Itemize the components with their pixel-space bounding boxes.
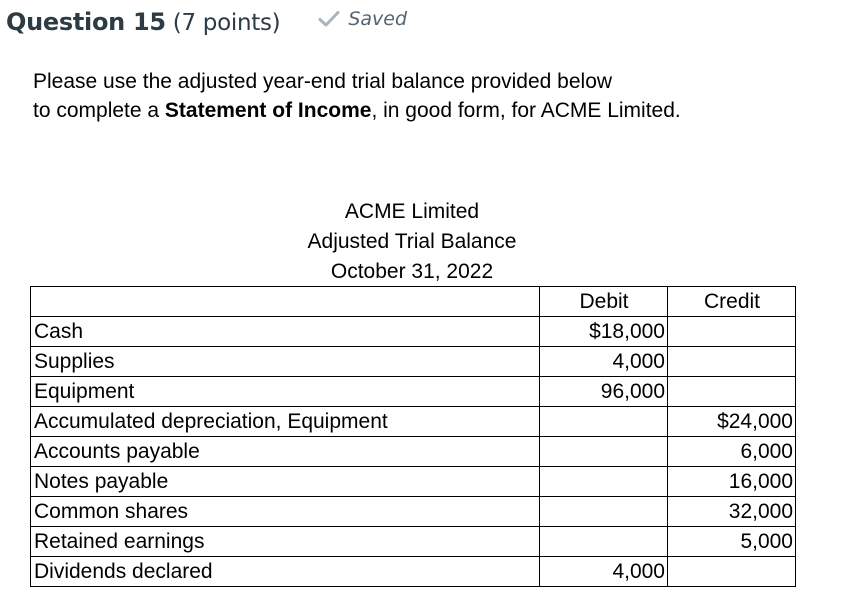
credit-amount: 6,000 bbox=[668, 437, 796, 467]
question-header bbox=[6, 8, 407, 36]
credit-amount: $24,000 bbox=[668, 407, 796, 437]
table-row bbox=[31, 437, 796, 467]
table-row bbox=[31, 347, 796, 377]
trial-balance-caption bbox=[262, 197, 562, 287]
table-row bbox=[31, 467, 796, 497]
credit-amount: 5,000 bbox=[668, 527, 796, 557]
account-name: Accounts payable bbox=[31, 437, 540, 467]
credit-amount bbox=[668, 317, 796, 347]
credit-amount bbox=[668, 347, 796, 377]
instructions-line-1: Please use the adjusted year-end trial balance provided below bbox=[33, 70, 613, 93]
debit-amount bbox=[540, 467, 668, 497]
account-name: Accumulated depreciation, Equipment bbox=[31, 407, 540, 437]
debit-amount bbox=[540, 527, 668, 557]
question-title: Question 15 bbox=[6, 8, 166, 36]
account-name: Dividends declared bbox=[31, 557, 540, 587]
debit-amount: 4,000 bbox=[540, 557, 668, 587]
table-row bbox=[31, 407, 796, 437]
debit-amount: 96,000 bbox=[540, 377, 668, 407]
debit-amount bbox=[540, 407, 668, 437]
instructions-text-after: , in good form, for ACME Limited. bbox=[371, 99, 681, 122]
debit-amount: $18,000 bbox=[540, 317, 668, 347]
account-name: Common shares bbox=[31, 497, 540, 527]
table-row bbox=[31, 557, 796, 587]
account-name: Supplies bbox=[31, 347, 540, 377]
check-icon bbox=[318, 10, 340, 28]
table-row bbox=[31, 497, 796, 527]
account-name: Notes payable bbox=[31, 467, 540, 497]
company-name: ACME Limited bbox=[344, 200, 480, 223]
header-credit: Credit bbox=[668, 287, 796, 317]
account-name: Retained earnings bbox=[31, 527, 540, 557]
header-account bbox=[31, 287, 540, 317]
table-row bbox=[31, 317, 796, 347]
question-instructions bbox=[33, 67, 681, 125]
account-name: Equipment bbox=[31, 377, 540, 407]
debit-amount bbox=[540, 437, 668, 467]
header-debit: Debit bbox=[540, 287, 668, 317]
credit-amount bbox=[668, 557, 796, 587]
account-name: Cash bbox=[31, 317, 540, 347]
debit-amount bbox=[540, 497, 668, 527]
table-row bbox=[31, 527, 796, 557]
trial-balance-table bbox=[30, 286, 796, 587]
statement-date: October 31, 2022 bbox=[330, 260, 494, 283]
credit-amount bbox=[668, 377, 796, 407]
question-points: (7 points) bbox=[172, 10, 281, 36]
saved-label: Saved bbox=[348, 8, 408, 30]
saved-status bbox=[318, 8, 407, 30]
instructions-line-2 bbox=[33, 96, 681, 125]
table-header-row bbox=[31, 287, 796, 317]
instructions-text-before: to complete a bbox=[33, 99, 165, 122]
debit-amount: 4,000 bbox=[540, 347, 668, 377]
table-row bbox=[31, 377, 796, 407]
credit-amount: 32,000 bbox=[668, 497, 796, 527]
statement-of-income-bold: Statement of Income bbox=[164, 99, 372, 122]
statement-title: Adjusted Trial Balance bbox=[307, 230, 517, 253]
credit-amount: 16,000 bbox=[668, 467, 796, 497]
